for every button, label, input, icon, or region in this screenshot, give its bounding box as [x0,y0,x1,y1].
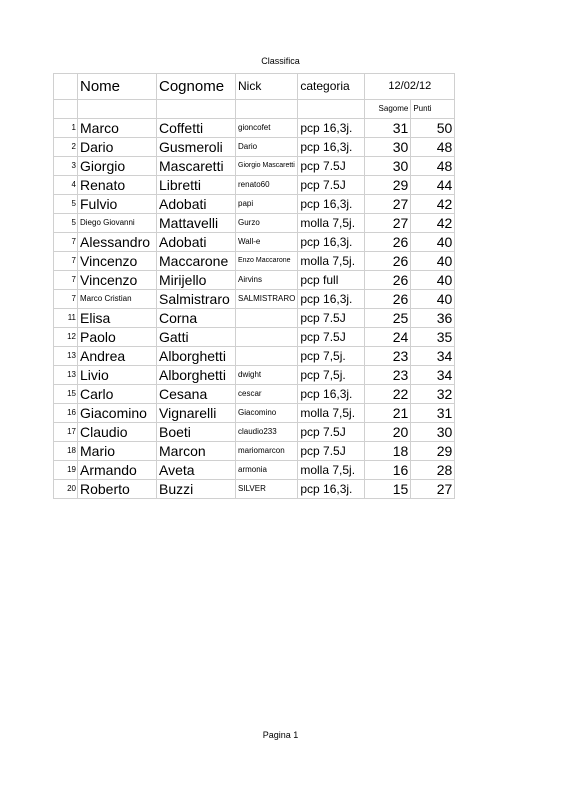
table-row [54,271,455,290]
categoria-cell: pcp full [298,271,365,290]
table-row [54,157,455,176]
sagome-cell: 22 [365,385,411,404]
nome-cell: Marco [78,119,157,138]
sagome-cell: 21 [365,404,411,423]
categoria-cell: molla 7,5j. [298,404,365,423]
rank-cell: 5 [54,195,78,214]
page-footer: Pagina 1 [262,730,299,740]
rank-cell: 3 [54,157,78,176]
nome-cell: Mario [78,442,157,461]
punti-cell: 28 [411,461,455,480]
nick-cell: dwight [236,366,298,385]
categoria-cell: pcp 16,3j. [298,195,365,214]
nick-cell: Giacomino [236,404,298,423]
table-row [54,328,455,347]
rank-cell: 4 [54,176,78,195]
nome-cell: Livio [78,366,157,385]
header-date: 12/02/12 [365,74,455,100]
header-punti: Punti [411,100,455,119]
cognome-cell: Libretti [157,176,236,195]
nome-cell: Elisa [78,309,157,328]
sagome-cell: 24 [365,328,411,347]
punti-cell: 44 [411,176,455,195]
subheader-empty [236,100,298,119]
nome-cell: Giorgio [78,157,157,176]
nick-cell: papi [236,195,298,214]
nome-cell: Renato [78,176,157,195]
table-row [54,347,455,366]
nome-cell: Diego Giovanni [78,214,157,233]
table-row [54,138,455,157]
categoria-cell: molla 7,5j. [298,214,365,233]
categoria-cell: pcp 7.5J [298,176,365,195]
cognome-cell: Boeti [157,423,236,442]
rank-cell: 12 [54,328,78,347]
punti-cell: 31 [411,404,455,423]
sagome-cell: 26 [365,233,411,252]
nick-cell: SALMISTRARO [236,290,298,309]
header-rank-cell [54,74,78,100]
cognome-cell: Gusmeroli [157,138,236,157]
subheader-empty [157,100,236,119]
cognome-cell: Gatti [157,328,236,347]
cognome-cell: Cesana [157,385,236,404]
sagome-cell: 30 [365,157,411,176]
categoria-cell: pcp 16,3j. [298,233,365,252]
categoria-cell: pcp 16,3j. [298,385,365,404]
sagome-cell: 26 [365,290,411,309]
nick-cell: gioncofet [236,119,298,138]
sagome-cell: 29 [365,176,411,195]
cognome-cell: Vignarelli [157,404,236,423]
nick-cell: Enzo Maccarone [236,252,298,271]
sagome-cell: 31 [365,119,411,138]
sagome-cell: 16 [365,461,411,480]
nome-cell: Alessandro [78,233,157,252]
cognome-cell: Aveta [157,461,236,480]
table-row [54,366,455,385]
punti-cell: 42 [411,214,455,233]
rank-cell: 7 [54,252,78,271]
rank-cell: 18 [54,442,78,461]
nick-cell: mariomarcon [236,442,298,461]
subheader-empty [54,100,78,119]
rank-cell: 2 [54,138,78,157]
nick-cell: Dario [236,138,298,157]
nome-cell: Carlo [78,385,157,404]
nick-cell: Wall-e [236,233,298,252]
nome-cell: Armando [78,461,157,480]
rank-cell: 5 [54,214,78,233]
punti-cell: 48 [411,138,455,157]
sagome-cell: 27 [365,195,411,214]
punti-cell: 40 [411,271,455,290]
table-row [54,290,455,309]
table-row [54,404,455,423]
rank-cell: 15 [54,385,78,404]
punti-cell: 40 [411,252,455,271]
header-sagome: Sagome [365,100,411,119]
categoria-cell: pcp 7.5J [298,423,365,442]
sagome-cell: 20 [365,423,411,442]
cognome-cell: Buzzi [157,480,236,499]
sagome-cell: 30 [365,138,411,157]
rank-cell: 13 [54,347,78,366]
categoria-cell: molla 7,5j. [298,461,365,480]
rank-cell: 20 [54,480,78,499]
categoria-cell: pcp 16,3j. [298,138,365,157]
table-row [54,480,455,499]
subheader-empty [78,100,157,119]
table-row [54,119,455,138]
table-row [54,195,455,214]
table-row [54,461,455,480]
categoria-cell: pcp 16,3j. [298,290,365,309]
nick-cell [236,328,298,347]
nick-cell: cescar [236,385,298,404]
cognome-cell: Adobati [157,233,236,252]
categoria-cell: pcp 7,5j. [298,366,365,385]
nick-cell: claudio233 [236,423,298,442]
rank-cell: 7 [54,271,78,290]
punti-cell: 29 [411,442,455,461]
categoria-cell: molla 7,5j. [298,252,365,271]
subheader-empty [298,100,365,119]
categoria-cell: pcp 7.5J [298,157,365,176]
punti-cell: 35 [411,328,455,347]
nome-cell: Andrea [78,347,157,366]
cognome-cell: Alborghetti [157,366,236,385]
sagome-cell: 25 [365,309,411,328]
page-title: Classifica [261,56,300,66]
header-cognome: Cognome [157,74,236,100]
header-nome: Nome [78,74,157,100]
cognome-cell: Mattavelli [157,214,236,233]
rank-cell: 17 [54,423,78,442]
cognome-cell: Adobati [157,195,236,214]
rank-cell: 16 [54,404,78,423]
nome-cell: Vincenzo [78,271,157,290]
subheader-row [54,100,455,119]
cognome-cell: Salmistraro [157,290,236,309]
categoria-cell: pcp 7.5J [298,309,365,328]
sagome-cell: 23 [365,366,411,385]
punti-cell: 30 [411,423,455,442]
categoria-cell: pcp 16,3j. [298,480,365,499]
nick-cell: renato60 [236,176,298,195]
nome-cell: Marco Cristian [78,290,157,309]
rank-cell: 1 [54,119,78,138]
rank-cell: 7 [54,290,78,309]
punti-cell: 42 [411,195,455,214]
cognome-cell: Mirijello [157,271,236,290]
punti-cell: 34 [411,347,455,366]
table-row [54,252,455,271]
table-row [54,385,455,404]
categoria-cell: pcp 7.5J [298,442,365,461]
table-row [54,423,455,442]
categoria-cell: pcp 7.5J [298,328,365,347]
sagome-cell: 18 [365,442,411,461]
header-nick: Nick [236,74,298,100]
punti-cell: 36 [411,309,455,328]
nome-cell: Claudio [78,423,157,442]
cognome-cell: Alborghetti [157,347,236,366]
punti-cell: 40 [411,233,455,252]
nome-cell: Giacomino [78,404,157,423]
punti-cell: 40 [411,290,455,309]
nome-cell: Dario [78,138,157,157]
rank-cell: 7 [54,233,78,252]
table-row [54,442,455,461]
cognome-cell: Corna [157,309,236,328]
ranking-table [53,73,455,499]
categoria-cell: pcp 7,5j. [298,347,365,366]
sagome-cell: 26 [365,271,411,290]
table-row [54,309,455,328]
table-row [54,176,455,195]
cognome-cell: Maccarone [157,252,236,271]
punti-cell: 34 [411,366,455,385]
cognome-cell: Marcon [157,442,236,461]
header-categoria: categoria [298,74,365,100]
nick-cell: Gurzo [236,214,298,233]
punti-cell: 50 [411,119,455,138]
sagome-cell: 26 [365,252,411,271]
categoria-cell: pcp 16,3j. [298,119,365,138]
nick-cell [236,309,298,328]
punti-cell: 27 [411,480,455,499]
header-row [54,74,455,100]
nome-cell: Fulvio [78,195,157,214]
table-row [54,233,455,252]
table-row [54,214,455,233]
rank-cell: 13 [54,366,78,385]
rank-cell: 11 [54,309,78,328]
nick-cell: Giorgio Mascaretti [236,157,298,176]
sagome-cell: 27 [365,214,411,233]
cognome-cell: Coffetti [157,119,236,138]
punti-cell: 32 [411,385,455,404]
sagome-cell: 15 [365,480,411,499]
nick-cell [236,347,298,366]
nome-cell: Roberto [78,480,157,499]
nome-cell: Vincenzo [78,252,157,271]
nome-cell: Paolo [78,328,157,347]
sagome-cell: 23 [365,347,411,366]
nick-cell: Airvins [236,271,298,290]
nick-cell: armonia [236,461,298,480]
punti-cell: 48 [411,157,455,176]
rank-cell: 19 [54,461,78,480]
nick-cell: SILVER [236,480,298,499]
cognome-cell: Mascaretti [157,157,236,176]
